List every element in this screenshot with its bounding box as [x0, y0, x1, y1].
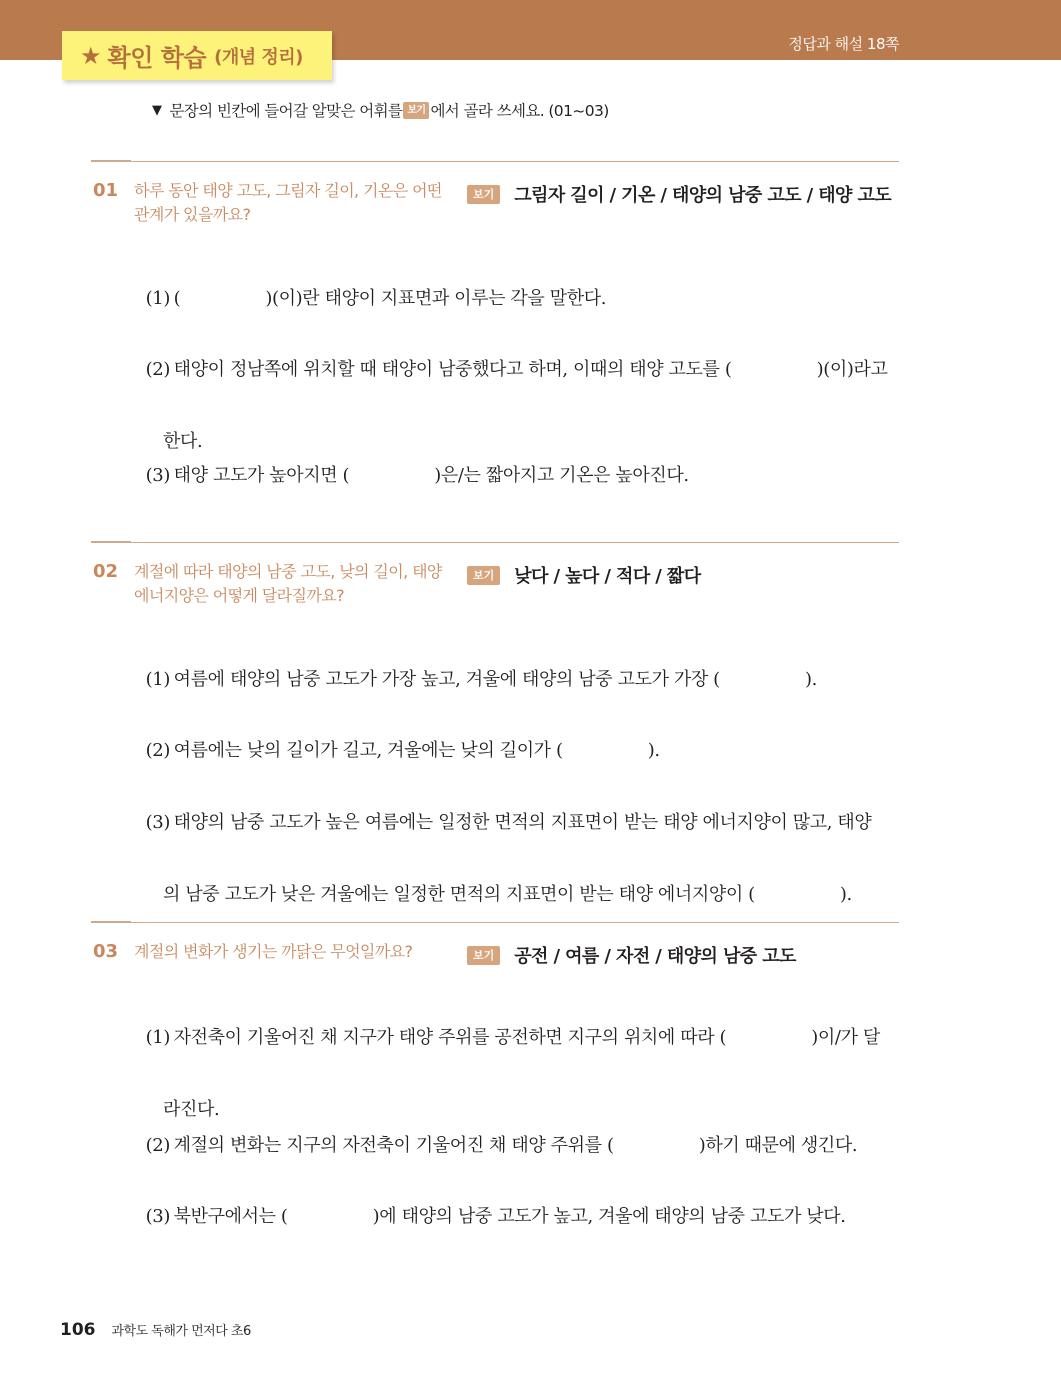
answer-reference: 정답과 해설 18쪽 — [788, 35, 899, 53]
star-icon: ★ — [80, 41, 102, 70]
question-number: 03 — [93, 941, 119, 962]
item-text: 여름에는 낮의 길이가 길고, 겨울에는 낮의 길이가 ( ). — [173, 740, 660, 761]
question-item: (3) 태양의 남중 고도가 높은 여름에는 일정한 면적의 지표면이 받는 태양 에너지양이 많고, 태양 의 남중 고도가 낮은 겨울에는 일정한 면적의 지표면이 받는 태양 에너지양이 ( ). — [135, 769, 900, 949]
question-item: (2) 여름에는 낮의 길이가 길고, 겨울에는 낮의 길이가 ( ). — [145, 740, 660, 761]
bogi-tag: 보기 — [467, 185, 500, 204]
item-text: 자전축이 기울어진 채 지구가 태양 주위를 공전하면 지구의 위치에 따라 ( )이/가 달 — [173, 1027, 880, 1048]
bogi-tag: 보기 — [467, 946, 500, 965]
question-item: (1) 자전축이 기울어진 채 지구가 태양 주위를 공전하면 지구의 위치에 따라 ( )이/가 달 라진다. — [135, 984, 900, 1164]
bogi-box — [467, 942, 796, 968]
triangle-down-icon: ▼ — [152, 102, 162, 118]
question-text: 계절의 변화가 생기는 까닭은 무엇일까요? — [134, 942, 413, 961]
bogi-tag: 보기 — [467, 566, 500, 585]
bogi-words: 공전 / 여름 / 자전 / 태양의 남중 고도 — [514, 946, 796, 967]
question-item: (1) ( )(이)란 태양이 지표면과 이루는 각을 말한다. — [145, 288, 607, 309]
section-title: 확인 학습 — [107, 44, 207, 72]
question-item: (3) 태양 고도가 높아지면 ( )은/는 짧아지고 기온은 높아진다. — [145, 465, 689, 486]
question-number: 01 — [93, 180, 119, 201]
item-text: 여름에 태양의 남중 고도가 가장 높고, 겨울에 태양의 남중 고도가 가장 ( ). — [173, 669, 817, 690]
question-item: (1) 여름에 태양의 남중 고도가 가장 높고, 겨울에 태양의 남중 고도가 가장 ( ). — [145, 669, 817, 690]
question-text: 하루 동안 태양 고도, 그림자 길이, 기온은 어떤 관계가 있을까요? — [134, 181, 442, 224]
section-subtitle: (개념 정리) — [214, 46, 303, 68]
instruction — [152, 99, 609, 121]
question-item: (2) 계절의 변화는 지구의 자전축이 기울어진 채 태양 주위를 ( )하기 때문에 생긴다. — [145, 1135, 858, 1156]
bogi-words: 그림자 길이 / 기온 / 태양의 남중 고도 / 태양 고도 — [514, 185, 892, 206]
item-text-continued: 의 남중 고도가 낮은 겨울에는 일정한 면적의 지표면이 받는 태양 에너지양이 ( ). — [163, 884, 852, 905]
question-number: 02 — [93, 561, 119, 582]
book-title: 과학도 독해가 먼저다 초6 — [111, 1324, 251, 1339]
section-divider — [91, 542, 899, 543]
item-text: 태양의 남중 고도가 높은 여름에는 일정한 면적의 지표면이 받는 태양 에너지양이 많고, 태양 — [173, 812, 872, 833]
section-title-badge — [62, 31, 332, 80]
bogi-words: 낮다 / 높다 / 적다 / 짧다 — [514, 566, 701, 587]
question-item: (3) 북반구에서는 ( )에 태양의 남중 고도가 높고, 겨울에 태양의 남중 고도가 낮다. — [145, 1206, 846, 1227]
item-text: 태양이 정남쪽에 위치할 때 태양이 남중했다고 하며, 이때의 태양 고도를 ( )(이)라고 — [173, 359, 888, 380]
bogi-box — [467, 181, 891, 207]
item-text-continued: 라진다. — [163, 1099, 220, 1120]
item-text-continued: 한다. — [163, 431, 203, 452]
instruction-text-before: 문장의 빈칸에 들어갈 알맞은 어휘를 — [169, 102, 403, 120]
question-text: 계절에 따라 태양의 남중 고도, 낮의 길이, 태양 에너지양은 어떻게 달라질까요? — [134, 562, 442, 605]
item-text: 태양 고도가 높아지면 ( )은/는 짧아지고 기온은 높아진다. — [173, 465, 689, 486]
bogi-tag: 보기 — [403, 102, 429, 119]
page-number: 106 — [60, 1320, 96, 1340]
instruction-text-after: 에서 골라 쓰세요. (01~03) — [430, 102, 609, 120]
section-divider — [91, 922, 899, 923]
item-text: 북반구에서는 ( )에 태양의 남중 고도가 높고, 겨울에 태양의 남중 고도가 낮다. — [173, 1206, 846, 1227]
bogi-box — [467, 562, 701, 588]
page-footer — [60, 1320, 251, 1340]
item-text: 계절의 변화는 지구의 자전축이 기울어진 채 태양 주위를 ( )하기 때문에 생긴다. — [173, 1135, 858, 1156]
section-divider — [91, 161, 899, 162]
item-text: ( )(이)란 태양이 지표면과 이루는 각을 말한다. — [173, 288, 607, 309]
question-item: (2) 태양이 정남쪽에 위치할 때 태양이 남중했다고 하며, 이때의 태양 고도를 ( )(이)라고 한다. — [135, 316, 900, 496]
